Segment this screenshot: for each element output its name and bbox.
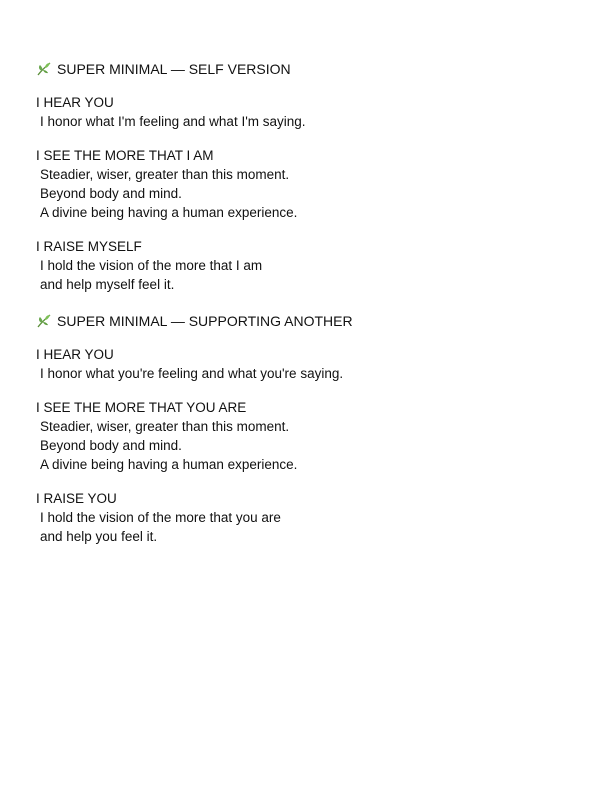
block-line: Steadier, wiser, greater than this moment. <box>40 419 290 434</box>
text-block <box>36 398 576 474</box>
document-page <box>36 60 576 546</box>
block-line: A divine being having a human experience. <box>40 457 298 472</box>
block-line: Steadier, wiser, greater than this moment. <box>40 167 290 182</box>
block-title: I SEE THE MORE THAT I AM <box>36 148 214 163</box>
section-heading-text: SUPER MINIMAL — SUPPORTING ANOTHER <box>57 313 353 329</box>
section-heading-supporting <box>36 312 576 330</box>
text-block <box>36 146 576 222</box>
block-line: I honor what you're feeling and what you're saying. <box>40 366 344 381</box>
block-line: I hold the vision of the more that I am <box>40 258 263 273</box>
leaf-icon <box>36 61 52 77</box>
leaf-icon <box>36 313 52 329</box>
block-line: and help you feel it. <box>40 529 158 544</box>
block-title: I RAISE YOU <box>36 491 117 506</box>
text-block <box>36 345 576 383</box>
block-line: and help myself feel it. <box>40 277 175 292</box>
block-title: I HEAR YOU <box>36 95 114 110</box>
block-line: I hold the vision of the more that you are <box>40 510 281 525</box>
section-heading-self <box>36 60 576 78</box>
block-line: Beyond body and mind. <box>40 186 182 201</box>
block-line: Beyond body and mind. <box>40 438 182 453</box>
block-line: A divine being having a human experience. <box>40 205 298 220</box>
block-title: I HEAR YOU <box>36 347 114 362</box>
block-line: I honor what I'm feeling and what I'm saying. <box>40 114 306 129</box>
section-heading-text: SUPER MINIMAL — SELF VERSION <box>57 61 291 77</box>
block-title: I RAISE MYSELF <box>36 239 142 254</box>
text-block <box>36 237 576 294</box>
block-title: I SEE THE MORE THAT YOU ARE <box>36 400 247 415</box>
text-block <box>36 93 576 131</box>
text-block <box>36 489 576 546</box>
